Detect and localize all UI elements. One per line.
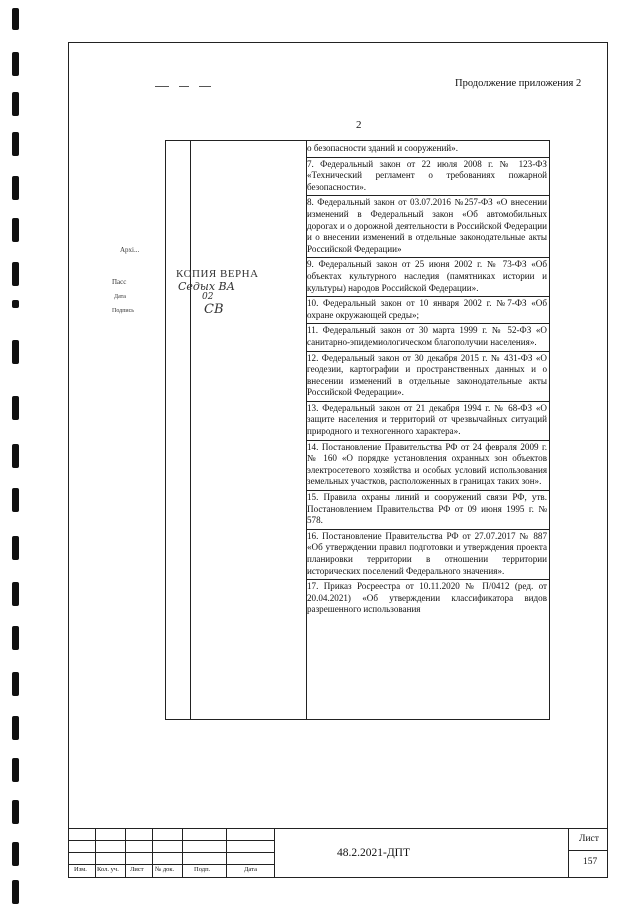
- title-col-label: Подп.: [194, 866, 211, 873]
- content-item: 8. Федеральный закон от 03.07.2016 №257-ФЗ «О внесении изменений в Федеральный закон «Об автомобильных дорогах и о дорожной деятельности в Российской Федерации и о внесении изменений в отдельные законодательные акты Российской Федерации»: [306, 196, 549, 258]
- title-col-label: Изм.: [74, 866, 87, 873]
- stamp-label: Пасс: [112, 278, 127, 286]
- content-item: 9. Федеральный закон от 25 июня 2002 г. № 73-ФЗ «Об объектах культурного наследия (памятниках истории и культуры) народов Российской Федерации».: [306, 258, 549, 297]
- continuation-note: Продолжение приложения 2: [455, 78, 582, 89]
- stamp-line: Архі...: [120, 246, 140, 254]
- content-column: [306, 142, 549, 618]
- stamp-signature: СВ: [204, 302, 224, 317]
- content-item: 15. Правила охраны линий и сооружений связи РФ, утв. Постановлением Правительства РФ от 09 июня 1995 г. № 578.: [306, 491, 549, 530]
- stamp-signature-date: 02: [202, 292, 214, 302]
- stamp-label: Подпись: [112, 308, 135, 314]
- content-item: 17. Приказ Росреестра от 10.11.2020 № П/0412 (ред. от 20.04.2021) «Об утверждении классификатора видов разрешенного использования: [307, 581, 547, 615]
- stamp-copy-true: КОПИЯ ВЕРНА: [176, 268, 259, 280]
- content-item: 14. Постановление Правительства РФ от 24 февраля 2009 г. № 160 «О порядке установления охранных зон объектов электросетевого хозяйства и особых условий использования земельных участков, расположенных в границах таких зон».: [306, 441, 549, 491]
- content-item: 10. Федеральный закон от 10 января 2002 г. №7-ФЗ «Об охране окружающей среды»;: [306, 297, 549, 324]
- content-item: 7. Федеральный закон от 22 июля 2008 г. № 123-ФЗ «Технический регламент о требованиях пожарной безопасности».: [306, 158, 549, 197]
- title-col-label: Дата: [244, 866, 257, 873]
- stamp-signature-name: Седых ВА: [178, 280, 235, 293]
- sheet-label: Лист: [579, 834, 599, 844]
- header-dashes: [155, 86, 213, 88]
- title-col-label: Лист: [130, 866, 144, 873]
- page-number: 2: [356, 119, 362, 131]
- content-item: 13. Федеральный закон от 21 декабря 1994 г. № 68-ФЗ «О защите населения и территорий от чрезвычайных ситуаций природного и техногенного характера».: [306, 402, 549, 441]
- stamp-label: Дата: [114, 294, 126, 300]
- content-item: о безопасности зданий и сооружений».: [306, 142, 549, 158]
- document-code: 48.2.2021-ДПТ: [337, 847, 411, 859]
- content-item: 12. Федеральный закон от 30 декабря 2015 г. № 431-ФЗ «О геодезии, картографии и пространственных данных и о внесении изменений в отдельные законодательные акты Российской Федерации».: [306, 352, 549, 402]
- sheet-number: 157: [583, 857, 598, 867]
- binding-marks: [12, 0, 24, 905]
- title-col-label: № док.: [155, 866, 175, 873]
- title-col-label: Кол. уч.: [97, 866, 119, 873]
- certification-stamp: [112, 240, 312, 320]
- content-item: 11. Федеральный закон от 30 марта 1999 г. № 52-ФЗ «О санитарно-эпидемиологическом благополучии населения».: [306, 324, 549, 351]
- content-item: 16. Постановление Правительства РФ от 27.07.2017 № 887 «Об утверждении правил подготовки и утверждения проекта планировки территории в отношении территории исторических поселений Федерального значения».: [306, 530, 549, 580]
